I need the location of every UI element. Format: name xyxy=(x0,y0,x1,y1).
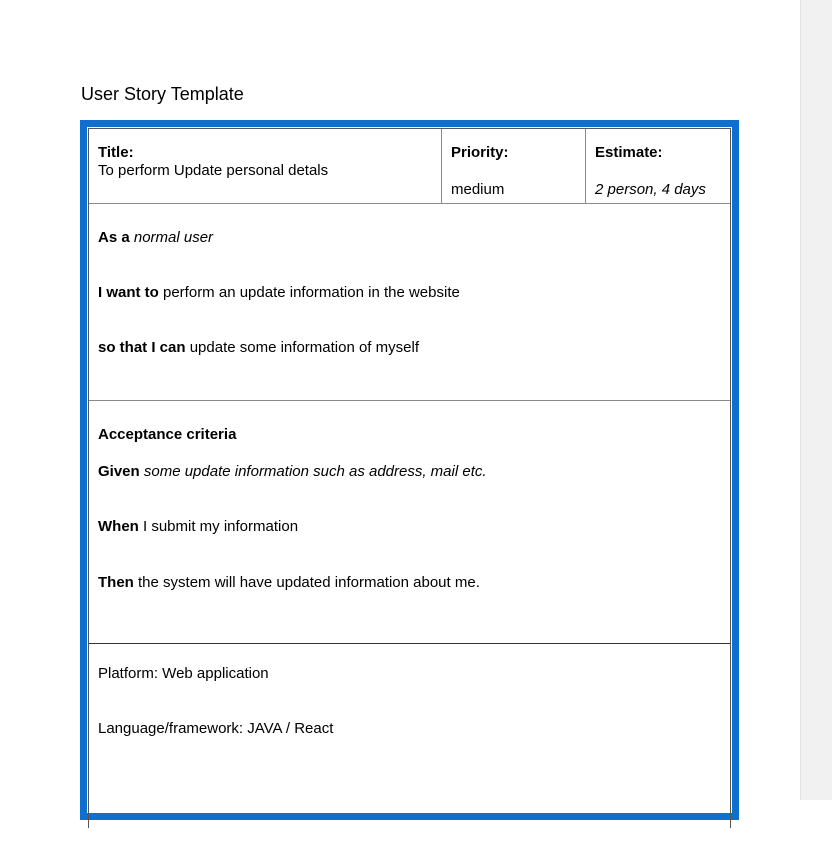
acceptance-criteria-section xyxy=(89,401,730,644)
priority-cell xyxy=(442,129,586,203)
i-want-value: perform an update information in the website xyxy=(163,284,460,301)
so-that-label: so that I can xyxy=(98,339,186,356)
as-a-value: normal user xyxy=(133,229,214,246)
title-cell xyxy=(89,129,442,203)
acceptance-heading: Acceptance criteria xyxy=(98,426,237,443)
when-label: When xyxy=(98,518,139,535)
user-story-card xyxy=(80,120,739,820)
then-label: Then xyxy=(98,574,134,591)
user-story-table xyxy=(88,128,731,828)
header-row xyxy=(89,129,730,204)
title-label: Title: xyxy=(98,144,134,161)
language-line: Language/framework: JAVA / React xyxy=(98,720,334,737)
title-value: To perform Update personal detals xyxy=(98,162,329,179)
estimate-label: Estimate: xyxy=(595,144,663,161)
given-line xyxy=(98,464,487,480)
when-line xyxy=(98,519,298,535)
so-that-line xyxy=(98,340,419,356)
priority-value: medium xyxy=(451,181,505,198)
then-line xyxy=(98,575,480,591)
estimate-cell xyxy=(586,129,730,203)
when-value: I submit my information xyxy=(143,518,299,535)
priority-label: Priority: xyxy=(451,144,509,161)
document-heading: User Story Template xyxy=(81,84,244,104)
as-a-line xyxy=(98,230,213,246)
estimate-value: 2 person, 4 days xyxy=(595,181,706,198)
given-value: some update information such as address, mail etc. xyxy=(143,463,487,480)
technical-section xyxy=(89,644,730,844)
i-want-label: I want to xyxy=(98,284,159,301)
given-label: Given xyxy=(98,463,140,480)
viewer-scroll-gutter[interactable] xyxy=(800,0,832,800)
then-value: the system will have updated information about me. xyxy=(138,574,480,591)
so-that-value: update some information of myself xyxy=(189,339,419,356)
platform-line: Platform: Web application xyxy=(98,665,269,682)
i-want-line xyxy=(98,285,460,301)
story-section xyxy=(89,204,730,401)
as-a-label: As a xyxy=(98,229,130,246)
